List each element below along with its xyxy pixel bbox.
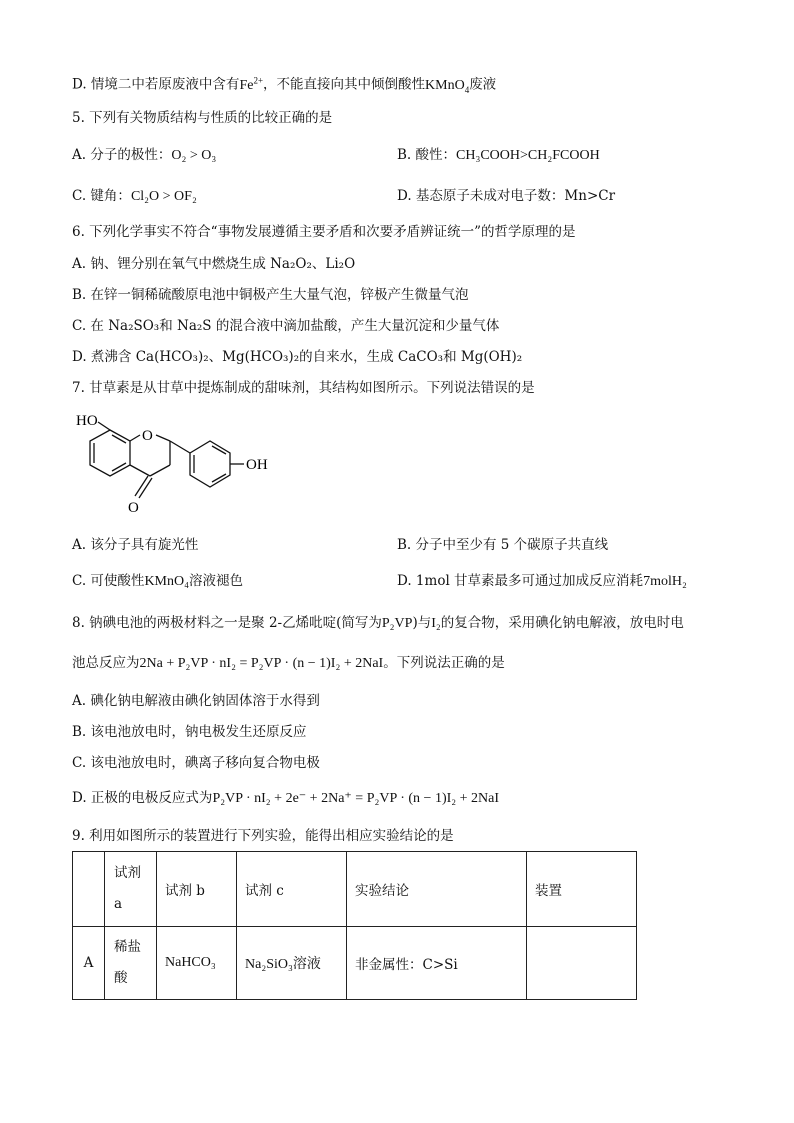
q5-b-formula: CH₃COOH>CH₂FCOOH xyxy=(456,148,600,163)
q5-option-d: D. 基态原子未成对电子数：Mn>Cr xyxy=(397,188,616,204)
q5-option-c: C. 键角：Cl₂O > OF₂ xyxy=(72,188,197,204)
q5-option-b: B. 酸性：CH₃COOH>CH₂FCOOH xyxy=(397,147,600,163)
q8-equation: 2Na + P₂VP · nI₂ = P₂VP · (n − 1)I₂ + 2NaI xyxy=(139,656,384,671)
table-header-cell: 试剂 b xyxy=(157,852,237,927)
q7-c-reagent: KMnO₄ xyxy=(144,574,189,589)
q5-option-a: A. 分子的极性：O₂ > O₃ xyxy=(72,147,217,163)
table-cell: NaHCO₃ xyxy=(157,927,237,1000)
table-cell: Na₂SiO₃溶液 xyxy=(237,927,347,1000)
table-header-cell: 试剂 c xyxy=(237,852,347,927)
q7-option-d: D. 1mol 甘草素最多可通过加成反应消耗7molH₂ xyxy=(397,573,687,589)
table-cell xyxy=(527,927,637,1000)
table-cell: 稀盐酸 xyxy=(105,927,157,1000)
q8-d-equation: P₂VP · nI₂ + 2e⁻ + 2Na⁺ = P₂VP · (n − 1)I₂ + 2NaI xyxy=(212,791,500,806)
q9-table xyxy=(72,851,637,1000)
q4-option-d xyxy=(72,70,496,99)
q7-option-a: A. 该分子具有旋光性 xyxy=(72,537,199,553)
table-header-cell: 装置 xyxy=(527,852,637,927)
table-header-cell: 实验结论 xyxy=(347,852,527,927)
table-header-cell: 试剂a xyxy=(105,852,157,927)
q8-stem-line2: 池总反应为2Na + P₂VP · nI₂ = P₂VP · (n − 1)I₂ + 2NaI。下列说法正确的是 xyxy=(72,655,505,671)
q9-stem: 9. 利用如图所示的装置进行下列实验，能得出相应实验结论的是 xyxy=(72,828,454,844)
table-cell: 非金属性：C>Si xyxy=(347,927,527,1000)
q7-stem: 7. 甘草素是从甘草中提炼制成的甜味剂，其结构如图所示。下列说法错误的是 xyxy=(72,380,535,396)
q4-d-ion: $Fe^{2+}$ xyxy=(239,75,264,93)
q8-i2: I₂ xyxy=(431,616,441,631)
q5-stem: 5. 下列有关物质结构与性质的比较正确的是 xyxy=(72,110,333,126)
q5-c-formula: Cl₂O > OF₂ xyxy=(130,189,197,204)
q6-option-d: D. 煮沸含 Ca(HCO₃)₂、Mg(HCO₃)₂的自来水，生成 CaCO₃和 Mg(OH)₂ xyxy=(72,349,523,365)
q6-stem: 6. 下列化学事实不符合“事物发展遵循主要矛盾和次要矛盾辨证统一”的哲学原理的是 xyxy=(72,224,576,240)
table-cell: A xyxy=(73,927,105,1000)
q6-option-c: C. 在 Na₂SO₃和 Na₂S 的混合液中滴加盐酸，产生大量沉淀和少量气体 xyxy=(72,318,500,334)
q5-a-formula: O₂ > O₃ xyxy=(171,148,217,163)
q4-d-reagent: KMnO$_4$ xyxy=(425,77,470,95)
glycyrrhizin-structure-diagram xyxy=(70,408,280,520)
structure-label-carbonyl-o: O xyxy=(128,500,139,516)
q8-option-a: A. 碘化钠电解液由碘化钠固体溶于水得到 xyxy=(72,693,320,709)
q8-p2vp: P₂VP xyxy=(381,616,413,631)
q8-option-b: B. 该电池放电时，钠电极发生还原反应 xyxy=(72,724,307,740)
structure-label-right-oh: OH xyxy=(246,457,268,473)
q4-d-prefix: D. 情境二中若原废液中含有 xyxy=(72,76,240,93)
q8-option-d: D. 正极的电极反应式为P₂VP · nI₂ + 2e⁻ + 2Na⁺ = P₂VP · (n − 1)I₂ + 2NaI xyxy=(72,790,500,806)
table-row xyxy=(73,927,637,1000)
q8-stem-line1: 8. 钠碘电池的两极材料之一是聚 2-乙烯吡啶(简写为P₂VP)与I₂的复合物，采用碘化钠电解液，放电时电 xyxy=(72,615,684,631)
q7-option-c: C. 可使酸性KMnO₄溶液褪色 xyxy=(72,573,243,589)
q7-option-b: B. 分子中至少有 5 个碳原子共直线 xyxy=(397,537,609,553)
q7-d-amount: 7molH₂ xyxy=(643,574,687,589)
q6-option-a: A. 钠、锂分别在氧气中燃烧生成 Na₂O₂、Li₂O xyxy=(72,256,356,272)
q6-option-b: B. 在锌一铜稀硫酸原电池中铜极产生大量气泡，锌极产生微量气泡 xyxy=(72,287,469,303)
q8-option-c: C. 该电池放电时，碘离子移向复合物电极 xyxy=(72,755,320,771)
structure-label-top-oh: HO xyxy=(76,413,98,429)
table-header-cell xyxy=(73,852,105,927)
q4-d-mid: ，不能直接向其中倾倒酸性 xyxy=(263,76,426,93)
q4-d-suffix: 废液 xyxy=(469,76,497,93)
table-header-row xyxy=(73,852,637,927)
structure-label-ring-o: O xyxy=(142,428,153,444)
